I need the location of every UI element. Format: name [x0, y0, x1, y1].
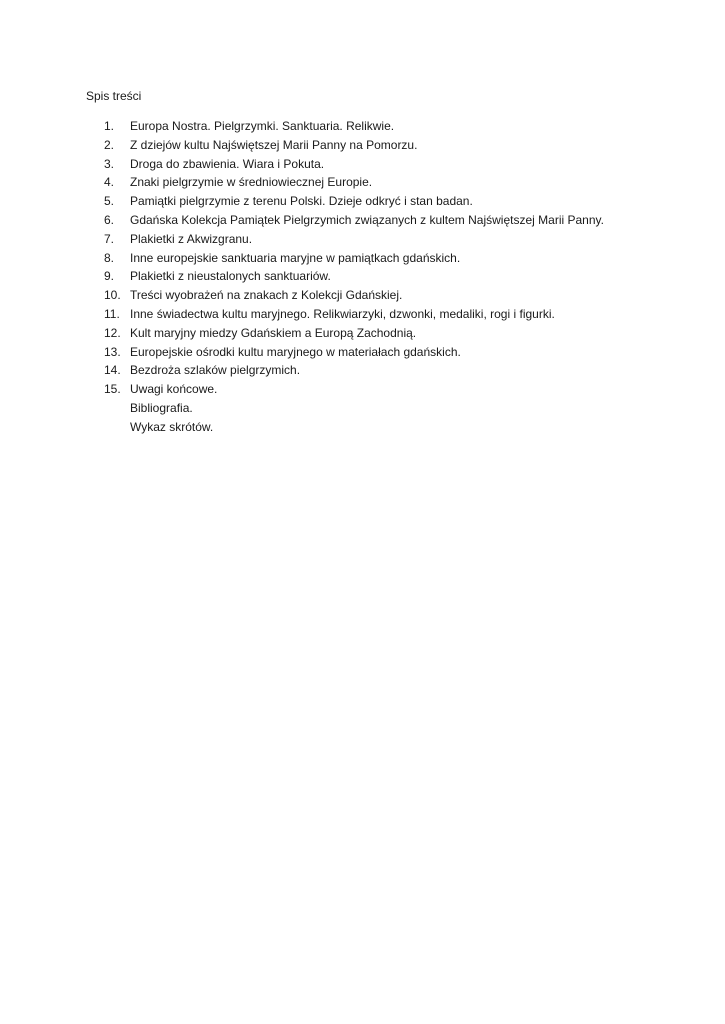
toc-entry [104, 232, 604, 251]
toc-entry-text: Droga do zbawienia. Wiara i Pokuta. [130, 156, 325, 171]
toc-entry-text: Gdańska Kolekcja Pamiątek Pielgrzymich związanych z kultem Najświętszej Marii Panny. [130, 212, 604, 227]
toc-entry-text: Uwagi końcowe. [130, 382, 218, 397]
toc-entry-text: Plakietki z nieustalonych sanktuariów. [130, 269, 331, 284]
toc-entry [104, 382, 604, 401]
toc-entry [104, 213, 604, 232]
toc-entry-number: 12. [104, 325, 121, 340]
toc-entry-number: 3. [104, 156, 115, 171]
toc-entry-number: 5. [104, 194, 115, 209]
toc-entry-text: Plakietki z Akwizgranu. [130, 231, 253, 246]
toc-entry-text: Treści wyobrażeń na znakach z Kolekcji Gdańskiej. [130, 288, 403, 303]
toc-entry-text: Kult maryjny miedzy Gdańskiem a Europą Zachodnią. [130, 325, 417, 340]
toc-entry-text: Wykaz skrótów. [130, 419, 214, 434]
toc-entry [104, 138, 604, 157]
toc-entry-text: Pamiątki pielgrzymie z terenu Polski. Dzieje odkryć i stan badan. [130, 194, 473, 209]
toc-entry [104, 345, 604, 364]
toc-entry-number: 13. [104, 344, 121, 359]
toc-entry-unnumbered [104, 420, 604, 439]
toc-entry-number: 6. [104, 212, 115, 227]
toc-entry-text: Inne europejskie sanktuaria maryjne w pamiątkach gdańskich. [130, 250, 461, 265]
toc-entry-number: 15. [104, 382, 121, 397]
toc-entry-number: 2. [104, 137, 115, 152]
toc-entry [104, 288, 604, 307]
toc-entry-number: 4. [104, 175, 115, 190]
toc-entry [104, 269, 604, 288]
toc-entry-number [104, 401, 130, 420]
toc-entry [104, 175, 604, 194]
toc-entry [104, 363, 604, 382]
toc-entry-number: 14. [104, 363, 121, 378]
toc-entry-number: 10. [104, 288, 121, 303]
toc-entry [104, 307, 604, 326]
toc-entry-text: Znaki pielgrzymie w średniowiecznej Europie. [130, 175, 373, 190]
toc-entry-text: Z dziejów kultu Najświętszej Marii Panny na Pomorzu. [130, 137, 418, 152]
toc-entry-number: 7. [104, 231, 115, 246]
toc-entry [104, 119, 604, 138]
toc-entry-number: 1. [104, 119, 115, 133]
toc-entry-text: Europa Nostra. Pielgrzymki. Sanktuaria. Relikwie. [130, 119, 395, 133]
toc-entry [104, 326, 604, 345]
toc-entry [104, 251, 604, 270]
toc-entry [104, 157, 604, 176]
toc-entry-number: 8. [104, 250, 115, 265]
toc-entry-number: 9. [104, 269, 115, 284]
toc-entry-text: Inne świadectwa kultu maryjnego. Relikwiarzyki, dzwonki, medaliki, rogi i figurki. [130, 306, 555, 321]
toc-entry [104, 194, 604, 213]
table-of-contents [104, 119, 604, 439]
toc-entry-number [104, 420, 130, 439]
toc-entry-text: Bezdroża szlaków pielgrzymich. [130, 363, 301, 378]
toc-entry-text: Bibliografia. [130, 400, 193, 415]
toc-entry-text: Europejskie ośrodki kultu maryjnego w materiałach gdańskich. [130, 344, 461, 359]
toc-entry-unnumbered [104, 401, 604, 420]
toc-entry-number: 11. [104, 306, 120, 321]
page-title: Spis treści [86, 89, 142, 103]
